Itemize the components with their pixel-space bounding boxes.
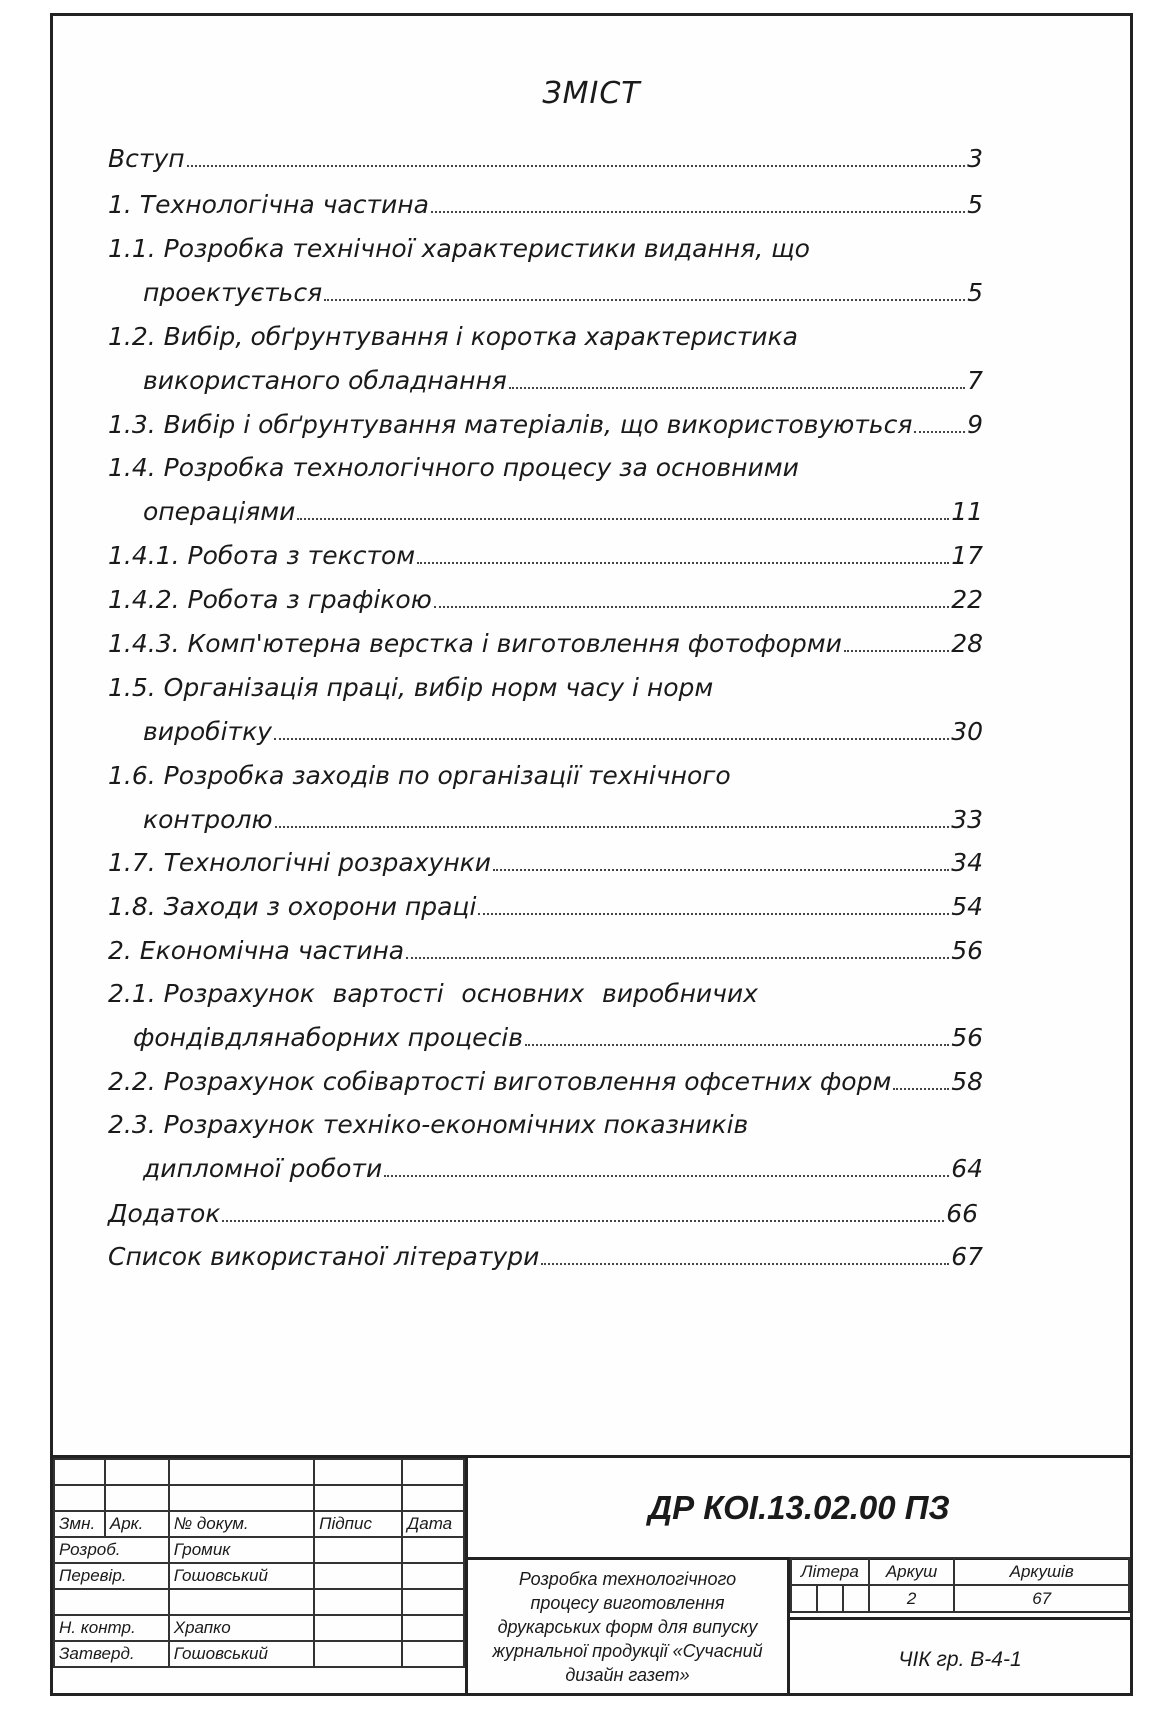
role-label: Н. контр. (54, 1615, 169, 1641)
toc-entry-text: 1.4.3. Комп'ютерна верстка і виготовлення фотоформи (108, 629, 842, 658)
toc-entry-text: Додаток (108, 1199, 221, 1228)
header-doc-no: № докум. (169, 1511, 314, 1537)
sheet-label: Аркуш (869, 1558, 955, 1585)
role-label: Розроб. (54, 1537, 169, 1563)
dot-leader (493, 869, 949, 871)
toc-entry-word: характеристика (584, 322, 798, 351)
toc-entry (108, 1199, 978, 1229)
toc-entry-word: обґрунтування (250, 322, 449, 351)
toc-entry-text: 2.3. Розрахунок техніко-економічних показників (108, 1110, 749, 1139)
toc-entry (133, 1023, 983, 1053)
toc-entry-word: наборних процесів (274, 1023, 523, 1052)
header-sign: Підпис (314, 1511, 402, 1537)
toc-entry-text: 2.2. Розрахунок собівартості виготовлення офсетних форм (108, 1067, 892, 1096)
toc-entry (108, 1067, 983, 1097)
toc-entry-word: основних (461, 979, 585, 1008)
sheets-total: 67 (954, 1585, 1129, 1612)
toc-entry (143, 497, 983, 527)
toc-page-number: 58 (951, 1067, 983, 1096)
role-label: Затверд. (54, 1641, 169, 1667)
person-name: Громик (169, 1537, 314, 1563)
toc-page-number: 34 (951, 848, 983, 877)
header-zmn: Змн. (54, 1511, 105, 1537)
toc-entry (143, 278, 983, 308)
toc-entry-text: 1.6. Розробка заходів по організації технічного (108, 761, 731, 790)
dot-leader (844, 650, 949, 652)
toc-entry-text: 1.8. Заходи з охорони праці (108, 892, 477, 921)
toc-entry (108, 322, 798, 352)
sheet-info (790, 1557, 1130, 1613)
toc-page-number: 67 (951, 1242, 983, 1271)
toc-entry-text: виробітку (143, 717, 272, 746)
group-label: ЧІК гр. В-4-1 (790, 1617, 1130, 1699)
document-code: ДР КОІ.13.02.00 ПЗ (468, 1458, 1130, 1560)
toc-entry-text (133, 1023, 523, 1053)
toc-page-number: 11 (951, 497, 983, 526)
toc-entry (108, 453, 799, 483)
toc-entry-text: використаного обладнання (143, 366, 507, 395)
toc-entry (108, 234, 810, 264)
toc-entry-text: 2. Економічна частина (108, 936, 405, 965)
toc-entry (108, 848, 983, 878)
signature-row (54, 1615, 464, 1641)
toc-entry (108, 410, 983, 440)
toc-entry-text: 1.4.2. Робота з графікою (108, 585, 432, 614)
dot-leader (541, 1263, 949, 1265)
sheets-label: Аркушів (954, 1558, 1129, 1585)
toc-entry (108, 1110, 748, 1140)
sheet-number: 2 (869, 1585, 955, 1612)
dot-leader (525, 1044, 949, 1046)
dot-leader (431, 211, 965, 213)
signature-row (54, 1589, 464, 1615)
toc-entry-text: Список використаної літератури (108, 1242, 540, 1271)
table-of-contents (53, 16, 1130, 1456)
toc-entry-text: 1.5. Організація праці, вибір норм часу і норм (108, 673, 714, 702)
toc-page-number: 5 (967, 278, 983, 307)
toc-title: ЗМІСТ (542, 76, 641, 111)
toc-entry-text: 1.1. Розробка технічної характеристики видання, що (108, 234, 810, 263)
person-name: Храпко (169, 1615, 314, 1641)
document-sheet (50, 13, 1133, 1696)
dot-leader (297, 518, 949, 520)
dot-leader (187, 165, 965, 167)
toc-entry-text: дипломної роботи (143, 1154, 383, 1183)
toc-entry (143, 1154, 983, 1184)
dot-leader (434, 606, 949, 608)
toc-page-number: 30 (951, 717, 983, 746)
person-name: Гошовський (169, 1641, 314, 1667)
litera-label: Літера (791, 1558, 869, 1585)
toc-entry (108, 936, 983, 966)
toc-entry (108, 585, 983, 615)
signature-row (54, 1563, 464, 1589)
toc-entry (108, 144, 983, 174)
toc-page-number: 28 (951, 629, 983, 658)
toc-page-number: 17 (951, 541, 983, 570)
toc-entry (108, 541, 983, 571)
toc-entry-word: фондів (133, 1023, 225, 1052)
toc-page-number: 3 (967, 144, 983, 173)
dot-leader (324, 299, 965, 301)
toc-entry (143, 366, 983, 396)
toc-page-number: 22 (951, 585, 983, 614)
toc-entry-text: контролю (143, 805, 273, 834)
toc-page-number: 5 (967, 190, 983, 219)
dot-leader (274, 738, 949, 740)
toc-entry-word: для (225, 1023, 274, 1052)
toc-entry (108, 761, 731, 791)
dot-leader (417, 562, 949, 564)
role-label: Перевір. (54, 1563, 169, 1589)
header-date: Дата (402, 1511, 464, 1537)
dot-leader (384, 1175, 949, 1177)
toc-entry-text: проектується (143, 278, 323, 307)
toc-page-number: 56 (951, 936, 983, 965)
toc-entry (143, 717, 983, 747)
person-name (169, 1589, 314, 1615)
toc-entry (108, 629, 983, 659)
dot-leader (914, 431, 965, 433)
toc-page-number: 9 (967, 410, 983, 439)
toc-entry (108, 1242, 983, 1272)
toc-page-number: 54 (951, 892, 983, 921)
dot-leader (275, 826, 950, 828)
dot-leader (478, 913, 949, 915)
toc-entry (143, 805, 983, 835)
toc-entry-word: виробничих (602, 979, 758, 1008)
document-description: Розробка технологічного процесу виготовлення друкарських форм для випуску журнальної продукції «Сучасний дизайн газет» (468, 1557, 790, 1696)
dot-leader (509, 387, 965, 389)
dot-leader (893, 1088, 949, 1090)
toc-entry-text (108, 979, 758, 1009)
dot-leader (406, 957, 949, 959)
person-name: Гошовський (169, 1563, 314, 1589)
toc-page-number: 7 (967, 366, 983, 395)
dot-leader (222, 1220, 944, 1222)
toc-page-number: 64 (951, 1154, 983, 1183)
toc-entry (108, 673, 713, 703)
header-ark: Арк. (105, 1511, 169, 1537)
toc-entry-word: вартості (332, 979, 444, 1008)
toc-entry-text: 1.4. Розробка технологічного процесу за основними (108, 453, 799, 482)
role-label (54, 1589, 169, 1615)
signature-row (54, 1641, 464, 1667)
signature-row (54, 1537, 464, 1563)
toc-entry-text: операціями (143, 497, 296, 526)
title-block (53, 1455, 1130, 1696)
toc-entry-text: 1.3. Вибір і обґрунтування матеріалів, що використовуються (108, 410, 913, 439)
revision-grid (53, 1458, 465, 1668)
toc-entry-word: 1.2. Вибір, (108, 322, 244, 351)
toc-entry-word: і коротка (455, 322, 578, 351)
toc-entry-text: 1.4.1. Робота з текстом (108, 541, 416, 570)
toc-entry (108, 892, 983, 922)
toc-entry-text (108, 322, 798, 352)
toc-entry-text: 1.7. Технологічні розрахунки (108, 848, 492, 877)
toc-entry-text: 1. Технологічна частина (108, 190, 429, 219)
toc-entry (108, 190, 983, 220)
toc-entry-text: Вступ (108, 144, 185, 173)
toc-page-number: 56 (951, 1023, 983, 1052)
toc-page-number: 66 (946, 1199, 978, 1228)
toc-entry-word: 2.1. Розрахунок (108, 979, 315, 1008)
toc-entry (108, 979, 758, 1009)
toc-page-number: 33 (951, 805, 983, 834)
